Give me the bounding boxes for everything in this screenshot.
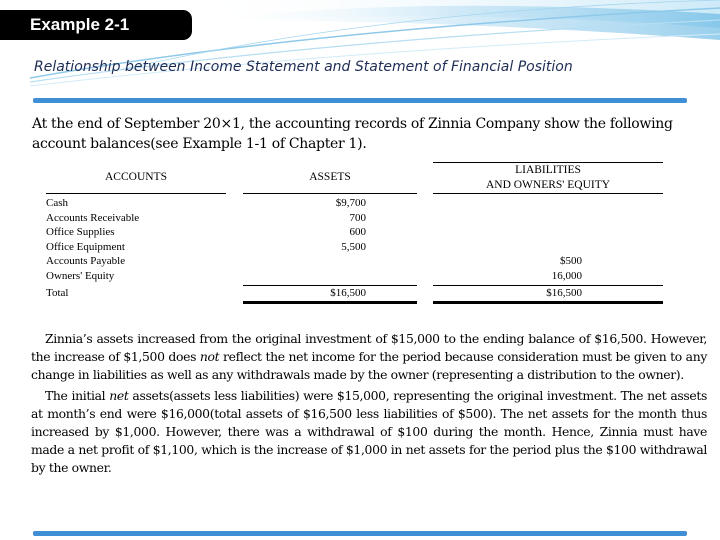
header-rule-accounts <box>46 193 226 194</box>
total-double-rule-liabilities <box>433 301 663 304</box>
total-double-rule-assets <box>243 301 417 304</box>
header-liabilities-line1: LIABILITIES <box>515 164 581 176</box>
slide-subtitle: Relationship between Income Statement and Statement of Financial Position <box>34 59 573 75</box>
example-title-tab <box>0 10 192 40</box>
paragraph-2-text-b: assets(assets less liabilities) were $15,000, representing the original investment. The net assets at month’s end were $16,000(total assets of $16,500 less liabilities of $500). The net assets for the month thus increased by $1,000. However, there was a withdrawal of $100 during the month. Hence, Zinnia must have made a net profit of $1,100, which is the increase of $1,000 in net assets for the period plus the $100 withdrawal by the owner. <box>31 387 707 476</box>
account-office-equipment: Office Equipment <box>46 240 125 253</box>
explanation-paragraph-1 <box>31 330 707 385</box>
paragraph-2-text-a: The initial <box>45 387 110 403</box>
header-liabilities-line2: AND OWNERS' EQUITY <box>485 179 611 191</box>
total-label: Total <box>46 287 69 299</box>
asset-value-cash: $9,700 <box>335 197 366 209</box>
asset-value-equipment: 5,500 <box>341 240 366 253</box>
paragraph-1-emphasis: not <box>199 349 220 365</box>
header-assets: ASSETS <box>309 171 351 183</box>
total-rule-liabilities <box>433 285 663 286</box>
assets-values <box>300 196 366 254</box>
header-accounts: ACCOUNTS <box>105 171 167 183</box>
table-top-rule <box>433 162 663 163</box>
top-divider <box>33 98 687 103</box>
asset-value-receivable: 700 <box>349 211 366 224</box>
total-rule-assets <box>243 285 417 286</box>
bottom-divider <box>33 531 687 536</box>
paragraph-1-text-a: Zinnia’s assets increased from the original investment of $15,000 to the ending balance of $16,500. However, the increase of $1,500 does <box>31 331 707 365</box>
header-rule-assets <box>243 193 417 194</box>
total-liabilities-value: $16,500 <box>546 287 582 299</box>
paragraph-1-text-b: reflect the net income for the period because consideration must be given to any change in liabilities as well as any withdrawals made by the owner (representing a distribution to the owner). <box>31 349 707 383</box>
account-names <box>46 196 139 284</box>
account-payable: Accounts Payable <box>46 255 126 268</box>
total-assets-value: $16,500 <box>330 287 366 299</box>
liabilities-values <box>500 254 582 283</box>
asset-value-supplies: 600 <box>349 226 366 239</box>
account-owners-equity: Owners' Equity <box>46 269 115 282</box>
account-office-supplies: Office Supplies <box>46 226 115 239</box>
account-receivable: Accounts Receivable <box>46 211 140 224</box>
account-cash: Cash <box>46 197 68 209</box>
paragraph-2-emphasis: net <box>109 387 129 403</box>
explanation-paragraph-2 <box>31 387 707 478</box>
equity-value-owners: 16,000 <box>551 269 582 282</box>
header-rule-liabilities <box>433 193 663 194</box>
intro-text: At the end of September 20×1, the accounting records of Zinnia Company show the following account balances(see Example 1-1 of Chapter 1). <box>32 116 673 152</box>
example-title: Example 2-1 <box>30 15 130 34</box>
liability-value-payable: $500 <box>560 255 582 268</box>
